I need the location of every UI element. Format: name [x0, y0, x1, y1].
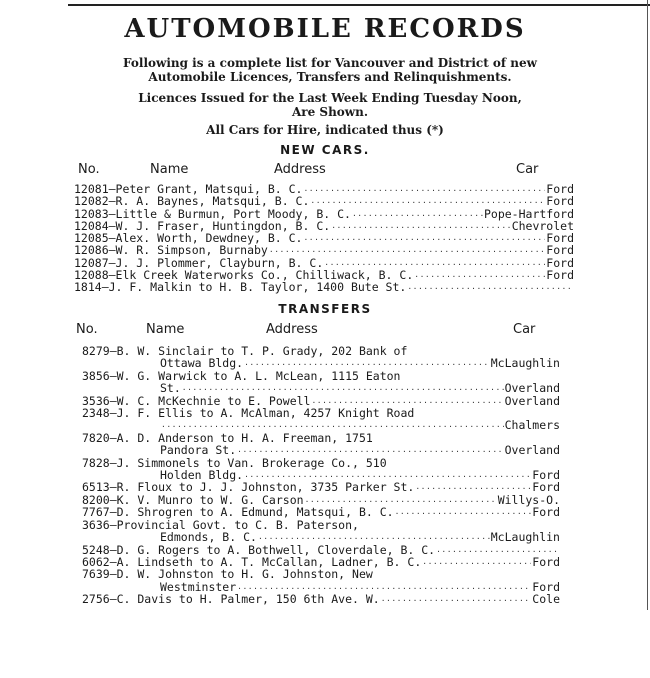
transfer-row: [82, 382, 560, 394]
new-cars-heading: NEW CARS.: [280, 143, 370, 157]
transfer-car-make: Cole: [532, 592, 560, 607]
new-car-leader-dots: [352, 208, 483, 220]
transfer-car-make: Chalmers: [504, 418, 560, 433]
transfer-entry-text: 3636—Provincial Govt. to C. B. Paterson,: [82, 517, 359, 532]
new-car-car-make: Ford: [546, 182, 574, 196]
transfer-leader-dots: [395, 506, 532, 518]
transfer-entry-text: 7639—D. W. Johnston to H. G. Johnston, New: [82, 567, 373, 582]
transfer-leader-dots: [258, 531, 490, 543]
transfer-row: [82, 568, 560, 580]
transfer-leader-dots: [415, 481, 531, 493]
new-car-row: [74, 244, 574, 256]
transfer-row: [82, 444, 560, 456]
new-car-leader-dots: [331, 220, 511, 232]
transfer-leader-dots: [244, 357, 490, 369]
transfer-car-make: Overland: [504, 443, 560, 458]
transfer-row: [82, 457, 560, 469]
transfer-entry-text: St.: [160, 381, 181, 396]
intro-paragraph-2: [60, 91, 600, 119]
transfer-entry-text: Edmonds, B. C.: [160, 530, 257, 545]
transfers-col-car: Car: [513, 322, 536, 337]
transfer-row: [82, 419, 560, 431]
hire-note: All Cars for Hire, indicated thus (*): [206, 123, 444, 137]
transfer-car-make: Ford: [532, 468, 560, 483]
transfer-car-make: Overland: [504, 393, 560, 408]
new-car-leader-dots: [303, 232, 545, 244]
transfer-entry-text: Pandora St.: [160, 443, 237, 458]
new-car-leader-dots: [303, 183, 545, 195]
transfer-row: [82, 370, 560, 382]
transfer-entry-text: Holden Bldg.: [160, 468, 244, 483]
new-car-entry-text: 12084—W. J. Fraser, Huntingdon, B. C.: [74, 218, 331, 233]
new-cars-col-address: Address: [274, 162, 326, 177]
intro-line: Following is a complete list for Vancouver and District of new: [123, 56, 537, 70]
new-cars-col-no: No.: [78, 162, 100, 177]
new-car-leader-dots: [269, 244, 545, 256]
transfers-col-address: Address: [266, 322, 318, 337]
new-cars-col-name: Name: [150, 162, 189, 177]
transfer-leader-dots: [422, 556, 531, 568]
transfer-car-make: Ford: [532, 579, 560, 594]
new-car-entry-text: 12088—Elk Creek Waterworks Co., Chilliwack, B. C.: [74, 268, 414, 283]
new-car-entry-text: 12082—R. A. Baynes, Matsqui, B. C.: [74, 194, 310, 209]
transfer-entry-text: 2348—J. F. Ellis to A. McAlman, 4257 Knight Road: [82, 406, 415, 421]
new-car-leader-dots: [310, 195, 545, 207]
new-car-entry-text: 12086—W. R. Simpson, Burnaby: [74, 243, 268, 258]
transfer-entry-text: 7828—J. Simmonels to Van. Brokerage Co., 510: [82, 455, 387, 470]
new-cars-list: [74, 183, 574, 294]
transfer-entry-text: 2756—C. Davis to H. Palmer, 150 6th Ave. W.: [82, 592, 380, 607]
new-car-car-make: Pope-Hartford: [483, 206, 574, 221]
transfer-row: [82, 345, 560, 357]
transfer-car-make: McLaughlin: [490, 356, 560, 371]
transfer-row: [82, 506, 560, 518]
transfer-row: [82, 519, 560, 531]
top-border-rule: [68, 4, 650, 6]
transfer-car-make: Ford: [532, 480, 560, 495]
transfer-car-make: Willys-O.: [497, 492, 560, 507]
transfer-entry-text: 6513—R. Floux to J. J. Johnston, 3735 Parker St.: [82, 480, 415, 495]
transfer-entry-text: 5248—D. G. Rogers to A. Bothwell, Cloverdale, B. C.: [82, 542, 436, 557]
transfer-car-make: McLaughlin: [490, 530, 560, 545]
transfer-row: [82, 407, 560, 419]
new-car-entry-text: 12085—Alex. Worth, Dewdney, B. C.: [74, 231, 303, 246]
transfer-entry-text: 8279—B. W. Sinclair to T. P. Grady, 202 Bank of: [82, 344, 408, 358]
new-car-entry-text: 12087—J. J. Plommer, Clayburn, B. C.: [74, 255, 324, 270]
transfer-entry-text: 3536—W. C. McKechnie to E. Powell: [82, 393, 311, 408]
transfers-col-no: No.: [76, 322, 98, 337]
new-car-car-make: Ford: [546, 194, 574, 209]
transfer-row: [82, 357, 560, 369]
transfer-car-make: Overland: [504, 381, 560, 396]
new-car-entry-text: 12083—Little & Burmun, Port Moody, B. C.: [74, 206, 351, 221]
transfer-row: [82, 593, 560, 605]
transfer-entry-text: 8200—K. V. Munro to W. G. Carson: [82, 492, 304, 507]
new-car-car-make: Ford: [546, 255, 574, 270]
new-car-entry-text: 1814—J. F. Malkin to H. B. Taylor, 1400 Bute St.: [74, 280, 407, 295]
page-title: AUTOMOBILE RECORDS: [124, 14, 526, 44]
transfer-car-make: Ford: [532, 554, 560, 569]
new-car-car-make: Ford: [546, 268, 574, 283]
transfers-col-name: Name: [146, 322, 185, 337]
transfer-entry-text: 6062—A. Lindseth to A. T. McCallan, Ladner, B. C.: [82, 554, 422, 569]
new-car-entry-text: 12081—Peter Grant, Matsqui, B. C.: [74, 182, 303, 196]
transfer-row: [82, 531, 560, 543]
transfer-entry-text: 3856—W. G. Warwick to A. L. McLean, 1115 Eaton: [82, 368, 401, 383]
transfer-entry-text: Ottawa Bldg.: [160, 356, 244, 371]
transfer-leader-dots: [237, 444, 503, 456]
transfer-entry-text: Westminster: [160, 579, 237, 594]
intro2-line: Are Shown.: [291, 105, 369, 119]
transfer-entry-text: 7820—A. D. Anderson to H. A. Freeman, 1751: [82, 430, 373, 445]
intro-line: Automobile Licences, Transfers and Relinquishments.: [148, 70, 512, 84]
new-car-leader-dots: [407, 281, 573, 293]
transfer-leader-dots: [161, 419, 504, 431]
intro2-line: Licences Issued for the Last Week Ending Tuesday Noon,: [138, 91, 522, 105]
new-car-row: [74, 281, 574, 293]
intro-paragraph: [60, 56, 600, 84]
transfers-heading: TRANSFERS: [278, 302, 372, 316]
transfer-row: [82, 481, 560, 493]
transfer-row: [82, 432, 560, 444]
new-car-leader-dots: [414, 269, 545, 281]
new-car-car-make: Chevrolet: [511, 218, 574, 233]
transfer-entry-text: 7767—D. Shrogren to A. Edmund, Matsqui, B. C.: [82, 505, 394, 520]
transfer-leader-dots: [182, 382, 504, 394]
new-car-row: [74, 195, 574, 207]
new-car-car-make: Ford: [546, 243, 574, 258]
new-car-car-make: Ford: [546, 231, 574, 246]
transfers-list: [82, 345, 560, 606]
transfer-leader-dots: [381, 593, 532, 605]
transfer-car-make: Ford: [532, 505, 560, 520]
new-cars-col-car: Car: [516, 162, 539, 177]
